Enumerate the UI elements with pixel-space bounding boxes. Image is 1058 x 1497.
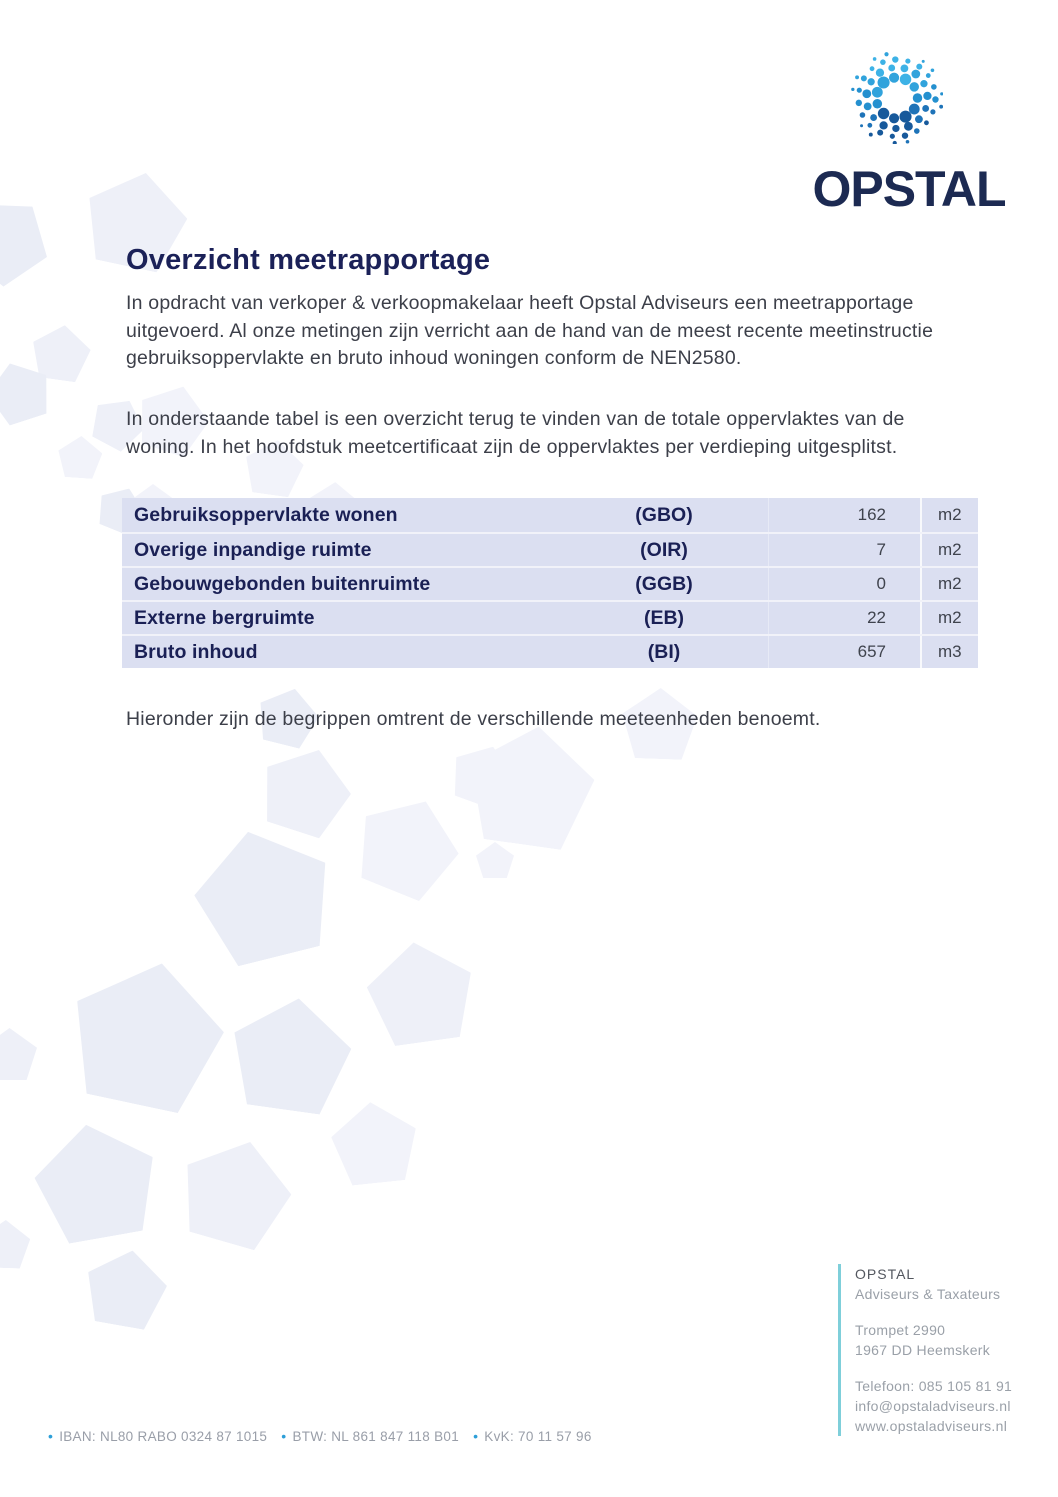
bullet-icon: •	[473, 1428, 479, 1444]
background-pentagon	[170, 1127, 302, 1256]
background-pentagon	[476, 842, 514, 878]
table-intro-paragraph: In onderstaande tabel is een overzicht terug te vinden van de totale oppervlaktes van de woning. In het hoofdstuk meetcertificaat zijn de oppervlaktes per verdieping uitgesplitst.	[126, 408, 905, 458]
intro-paragraph: In opdracht van verkoper & verkoopmakelaar heeft Opstal Adviseurs een meetrapportage uitgevoerd. Al onze metingen zijn verricht aan de hand van de meest recente meetinstructie gebruiksoppervlakte en bruto inhoud woningen conform de NEN2580.	[126, 292, 934, 370]
opstal-logo-icon	[851, 52, 943, 144]
opstal-wordmark: OPSTAL	[812, 161, 1006, 217]
row-unit: m3	[920, 636, 978, 668]
row-unit: m2	[920, 602, 978, 634]
bullet-icon: •	[48, 1428, 54, 1444]
iban-number: IBAN: NL80 RABO 0324 87 1015	[59, 1429, 268, 1444]
row-value: 162	[768, 498, 920, 532]
row-label: Gebouwgebonden buitenruimte	[134, 572, 431, 595]
row-code: (OIR)	[640, 538, 688, 561]
btw-number: BTW: NL 861 847 118 B01	[292, 1429, 460, 1444]
measurement-summary-table	[122, 498, 978, 668]
row-value: 7	[768, 534, 920, 566]
footer-address-street: Trompet 2990	[855, 1322, 946, 1338]
row-code: (EB)	[643, 606, 685, 629]
row-label: Externe bergruimte	[134, 606, 315, 629]
contact-block	[838, 1264, 1038, 1436]
background-pentagon	[57, 435, 104, 480]
row-code: (BI)	[647, 640, 681, 663]
footer-company-subtitle: Adviseurs & Taxateurs	[855, 1286, 1001, 1302]
footer-website-link[interactable]: www.opstaladviseurs.nl	[855, 1418, 1008, 1434]
row-unit: m2	[920, 498, 978, 532]
row-unit: m2	[920, 568, 978, 600]
footer-address-city: 1967 DD Heemskerk	[855, 1342, 991, 1358]
table-row	[122, 600, 978, 634]
background-pentagon	[251, 736, 361, 843]
footer-company-name: OPSTAL	[855, 1266, 916, 1282]
background-pentagon	[344, 783, 472, 909]
row-value: 657	[768, 636, 920, 668]
row-unit: m2	[920, 534, 978, 566]
definitions-note: Hieronder zijn de begrippen omtrent de verschillende meeteenheden benoemt.	[126, 708, 821, 730]
row-label: Overige inpandige ruimte	[134, 538, 372, 561]
table-row	[122, 532, 978, 566]
row-label: Bruto inhoud	[134, 640, 258, 663]
footer-phone: Telefoon: 085 105 81 91	[855, 1378, 1013, 1394]
row-value: 0	[768, 568, 920, 600]
background-pentagon	[362, 935, 480, 1049]
background-pentagon	[27, 1114, 165, 1247]
row-label: Gebruiksoppervlakte wonen	[134, 503, 398, 526]
row-value: 22	[768, 602, 920, 634]
table-row	[122, 634, 978, 668]
background-pentagon	[0, 1219, 31, 1269]
background-pentagon	[80, 1244, 172, 1333]
background-pentagon	[183, 816, 345, 973]
background-pentagon	[0, 180, 66, 296]
row-code: (GBO)	[635, 503, 693, 526]
table-row	[122, 498, 978, 532]
background-pentagon	[0, 1028, 37, 1080]
bullet-icon: •	[281, 1428, 287, 1444]
background-pentagon	[59, 948, 235, 1119]
kvk-number: KvK: 70 11 57 96	[484, 1429, 592, 1444]
table-row	[122, 566, 978, 600]
page-title: Overzicht meetrapportage	[126, 244, 491, 276]
background-pentagon	[328, 1098, 421, 1187]
footer-email-link[interactable]: info@opstaladviseurs.nl	[855, 1398, 1011, 1414]
legal-registration-line	[48, 1428, 748, 1444]
background-pentagon	[225, 990, 357, 1117]
row-code: (GGB)	[635, 572, 693, 595]
